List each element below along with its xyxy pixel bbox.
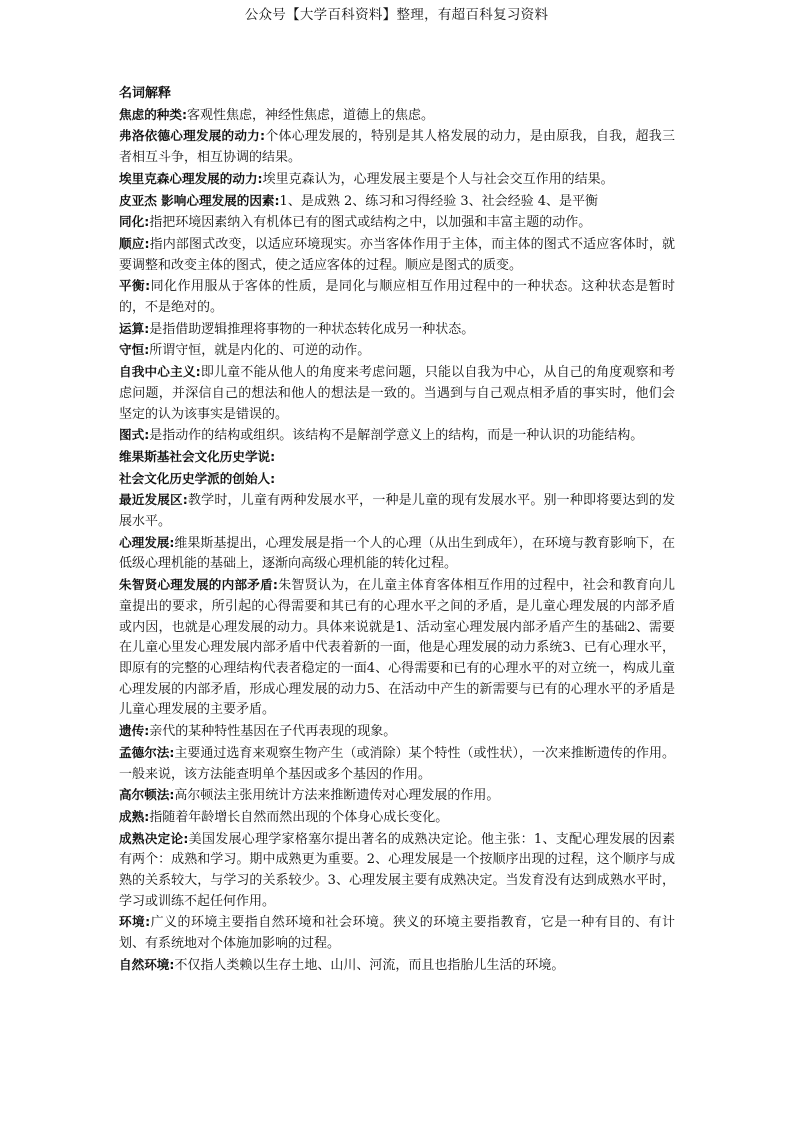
definition-text: 亲代的某种特性基因在子代再表现的现象。 bbox=[149, 724, 397, 740]
definition-term: 遗传: bbox=[119, 723, 150, 739]
definition-term: 最近发展区: bbox=[119, 492, 188, 508]
definition-entry bbox=[119, 126, 675, 168]
definition-text: 客观性焦虑，神经性焦虑，道德上的焦虑。 bbox=[187, 107, 435, 123]
definition-entry bbox=[119, 425, 675, 447]
definition-term: 环境: bbox=[119, 914, 151, 930]
document-body bbox=[119, 84, 675, 977]
definition-term: 孟德尔法: bbox=[119, 744, 175, 760]
definition-text: 埃里克森认为，心理发展主要是个人与社会交互作用的结果。 bbox=[262, 171, 614, 187]
definition-text: 广义的环境主要指自然环境和社会环境。狭义的环境主要指教育，它是一种有目的、有计划、有系统地对个体施加影响的过程。 bbox=[119, 915, 675, 952]
definition-text: 所谓守恒，就是内化的、可逆的动作。 bbox=[149, 343, 371, 359]
definition-text: 指随着年龄增长自然而然出现的个体身心成长变化。 bbox=[149, 809, 449, 825]
definition-term: 平衡: bbox=[119, 278, 151, 294]
definition-entry bbox=[119, 212, 675, 234]
definition-entry bbox=[119, 362, 675, 425]
definition-text: 即儿童不能从他人的角度来考虑问题，只能以自我为中心，从自己的角度观察和考虑问题，并深信自己的想法和他人的想法是一致的。当遇到与自己观点相矛盾的事实时，他们会坚定的认为该事实是错误的。 bbox=[119, 365, 675, 422]
definition-term: 守恒: bbox=[119, 342, 150, 358]
definition-entry bbox=[119, 721, 675, 743]
definition-text: 指把环境因素纳入有机体已有的图式或结构之中，以加强和丰富主题的动作。 bbox=[149, 215, 592, 231]
definition-entry bbox=[119, 533, 675, 575]
definition-text: 维果斯基提出，心理发展是指一个人的心理（从出生到成年），在环境与教育影响下，在低级心理机能的基础上，逐渐向高级心理机能的转化过程。 bbox=[119, 535, 675, 572]
section-title: 名词解释 bbox=[119, 86, 172, 101]
definition-term: 成熟: bbox=[119, 808, 150, 824]
definition-term: 社会文化历史学派的创始人: bbox=[119, 470, 276, 486]
definition-term: 自我中心主义: bbox=[119, 364, 201, 380]
definition-entry bbox=[119, 490, 675, 532]
definition-term: 心理发展: bbox=[119, 534, 175, 550]
definition-text: 指内部图式改变，以适应环境现实。亦当客体作用于主体，而主体的图式不适应客体时，就要调整和改变主体的图式，使之适应客体的过程。顺应是图式的质变。 bbox=[119, 236, 675, 273]
definition-entry bbox=[119, 340, 675, 362]
definition-text: 个体心理发展的，特别是其人格发展的动力，是由原我，自我，超我三者相互斗争，相互协调的结果。 bbox=[119, 129, 675, 166]
definition-entry bbox=[119, 955, 675, 977]
definition-entry bbox=[119, 575, 675, 721]
definition-term: 维果斯基社会文化历史学说: bbox=[119, 448, 276, 464]
definition-list bbox=[119, 105, 675, 977]
definition-entry bbox=[119, 829, 675, 913]
definition-term: 朱智贤心理发展的内部矛盾: bbox=[119, 577, 278, 593]
definition-entry bbox=[119, 447, 675, 469]
definition-text: 教学时，儿童有两种发展水平，一种是儿童的现有发展水平。别一种即将要达到的发展水平。 bbox=[119, 493, 675, 530]
definition-text: 朱智贤认为，在儿童主体育客体相互作用的过程中，社会和教育向儿童提出的要求，所引起的心得需要和其已有的心理水平之间的矛盾，是儿童心理发展的内部矛盾或内因，也就是心理发展的动力。具体来说就是1、活动室心理发展内部矛盾产生的基础2、需要在儿童心里发心理发展内部矛盾中代表着新的一面，他是心理发展的动力系统3、已有心理水平，即原有的完整的心理结构代表者稳定的一面4、心得需要和已有的心理水平的对立统一，构成儿童心理发展的内部矛盾，形成心理发展的动力5、在活动中产生的新需要与已有的心理水平的矛盾是儿童心理发展的主要矛盾。 bbox=[119, 578, 675, 718]
definition-entry bbox=[119, 191, 675, 213]
definition-term: 高尔顿法: bbox=[119, 787, 175, 803]
definition-term: 焦虑的种类: bbox=[119, 106, 188, 122]
definition-term: 顺应: bbox=[119, 235, 150, 251]
definition-term: 运算: bbox=[119, 320, 150, 336]
definition-term: 自然环境: bbox=[119, 956, 175, 972]
definition-entry bbox=[119, 319, 675, 341]
definition-entry bbox=[119, 785, 675, 807]
definition-entry bbox=[119, 276, 675, 318]
definition-entry bbox=[119, 807, 675, 829]
definition-text: 美国发展心理学家格塞尔提出著名的成熟决定论。他主张：1、支配心理发展的因素有两个：成熟和学习。期中成熟更为重要。2、心理发展是一个按顺序出现的过程，这个顺序与成熟的关系较大，与学习的关系较少。3、心理发展主要有成熟决定。当发育没有达到成熟水平时，学习或训练不起任何作用。 bbox=[119, 831, 675, 909]
definition-term: 同化: bbox=[119, 214, 150, 230]
definition-term: 埃里克森心理发展的动力: bbox=[119, 170, 263, 186]
definition-entry bbox=[119, 169, 675, 191]
definition-text: 主要通过选育来观察生物产生（或消除）某个特性（或性状），一次来推断遗传的作用。一般来说，该方法能查明单个基因或多个基因的作用。 bbox=[119, 745, 675, 782]
definition-entry bbox=[119, 743, 675, 785]
definition-term: 皮亚杰 影响心理发展的因素: bbox=[119, 192, 280, 208]
definition-text: 同化作用服从于客体的性质，是同化与顺应相互作用过程中的一种状态。这种状态是暂时的，不是绝对的。 bbox=[119, 279, 675, 316]
definition-text: 高尔顿法主张用统计方法来推断遗传对心理发展的作用。 bbox=[174, 788, 500, 804]
definition-text: 是指借助逻辑推理将事物的一种状态转化成另一种状态。 bbox=[149, 321, 475, 337]
definition-text: 1、是成熟 2、练习和习得经验 3、社会经验 4、是平衡 bbox=[279, 193, 599, 209]
definition-term: 成熟决定论: bbox=[119, 830, 189, 846]
definition-text: 是指动作的结构或组织。该结构不是解剖学意义上的结构，而是一种认识的功能结构。 bbox=[149, 428, 644, 444]
definition-term: 弗洛依德心理发展的动力: bbox=[119, 128, 266, 144]
definition-entry bbox=[119, 105, 675, 127]
definition-entry bbox=[119, 234, 675, 276]
page-header: 公众号【大学百科资料】整理，有超百科复习资料 bbox=[244, 7, 549, 23]
definition-text: 不仅指人类赖以生存土地、山川、河流，而且也指胎儿生活的环境。 bbox=[174, 957, 565, 973]
definition-entry bbox=[119, 469, 675, 491]
definition-entry bbox=[119, 912, 675, 954]
definition-term: 图式: bbox=[119, 427, 150, 443]
